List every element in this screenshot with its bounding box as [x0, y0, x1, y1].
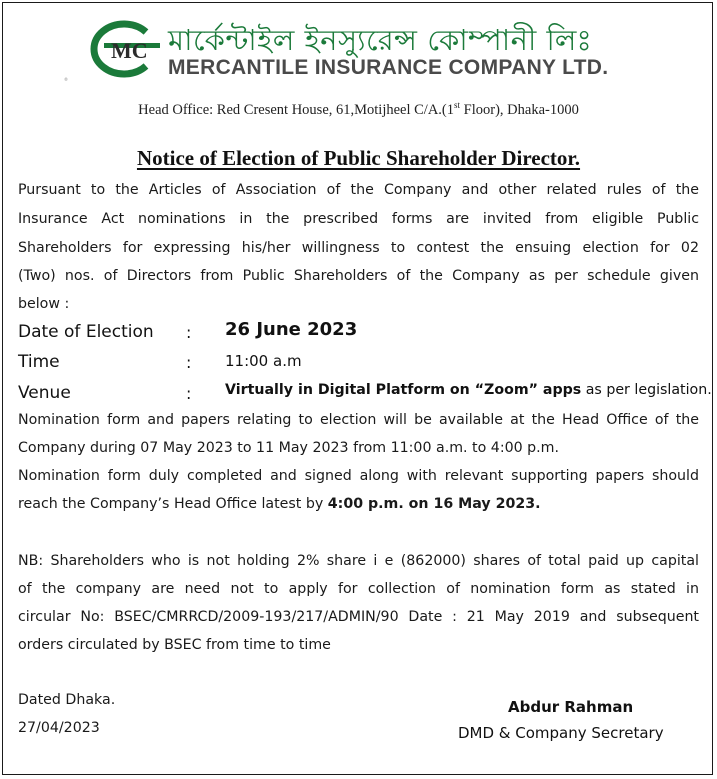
nb-line: of the company are need not to apply for collection of nomination form as stated in [18, 581, 699, 597]
election-time-colon: : [186, 353, 192, 372]
company-logo [80, 20, 164, 78]
election-venue-value: Virtually in Digital Platform on “Zoom” apps as per legislation. [225, 382, 712, 398]
logo-letters: MC [111, 38, 148, 63]
signatory-name: Abdur Rahman [508, 698, 634, 716]
nb-line: NB: Shareholders who is not holding 2% share i e (862000) shares of total paid up capital [18, 553, 699, 569]
submission-line: reach the Company’s Head Office latest by 4:00 p.m. on 16 May 2023. [18, 496, 541, 512]
election-venue-colon: : [186, 384, 192, 403]
intro-line: below : [18, 296, 70, 312]
election-venue-label: Venue [18, 383, 71, 403]
registered-mark: ® [64, 77, 68, 82]
availability-line: Company during 07 May 2023 to 11 May 2023 from 11:00 a.m. to 4:00 p.m. [18, 440, 560, 456]
dated-place: Dated Dhaka. [18, 692, 116, 708]
election-date-value: 26 June 2023 [225, 319, 358, 340]
nb-line: circular No: BSEC/CMRRCD/2009-193/217/ADMIN/90 Date : 21 May 2019 and subsequent [18, 609, 699, 625]
intro-line: Pursuant to the Articles of Association of the Company and other related rules of the [18, 182, 699, 198]
availability-line: Nomination form and papers relating to election will be available at the Head Office of the [18, 412, 699, 428]
dated-date: 27/04/2023 [18, 720, 100, 736]
signatory-title: DMD & Company Secretary [458, 724, 664, 742]
nb-line: orders circulated by BSEC from time to time [18, 637, 331, 653]
notice-title: Notice of Election of Public Shareholder Director. [136, 146, 581, 170]
election-time-label: Time [18, 352, 60, 372]
company-name-bangla: মার্কেন্টাইল ইনস্যুরেন্স কোম্পানী লিঃ [168, 23, 593, 57]
election-date-colon: : [186, 323, 192, 342]
company-name-english: MERCANTILE INSURANCE COMPANY LTD. [168, 56, 609, 79]
intro-line: (Two) nos. of Directors from Public Shareholders of the Company as per schedule given [18, 268, 699, 284]
intro-line: Shareholders for expressing his/her willingness to contest the ensuing election for 02 [18, 240, 699, 256]
intro-line: Insurance Act nominations in the prescribed forms are invited from eligible Public [18, 211, 699, 227]
election-date-label: Date of Election [18, 322, 154, 342]
election-time-value: 11:00 a.m [225, 352, 302, 370]
head-office-address: Head Office: Red Cresent House, 61,Motijheel C/A.(1st Floor), Dhaka-1000 [138, 100, 579, 118]
submission-line: Nomination form duly completed and signed along with relevant supporting papers should [18, 468, 699, 484]
